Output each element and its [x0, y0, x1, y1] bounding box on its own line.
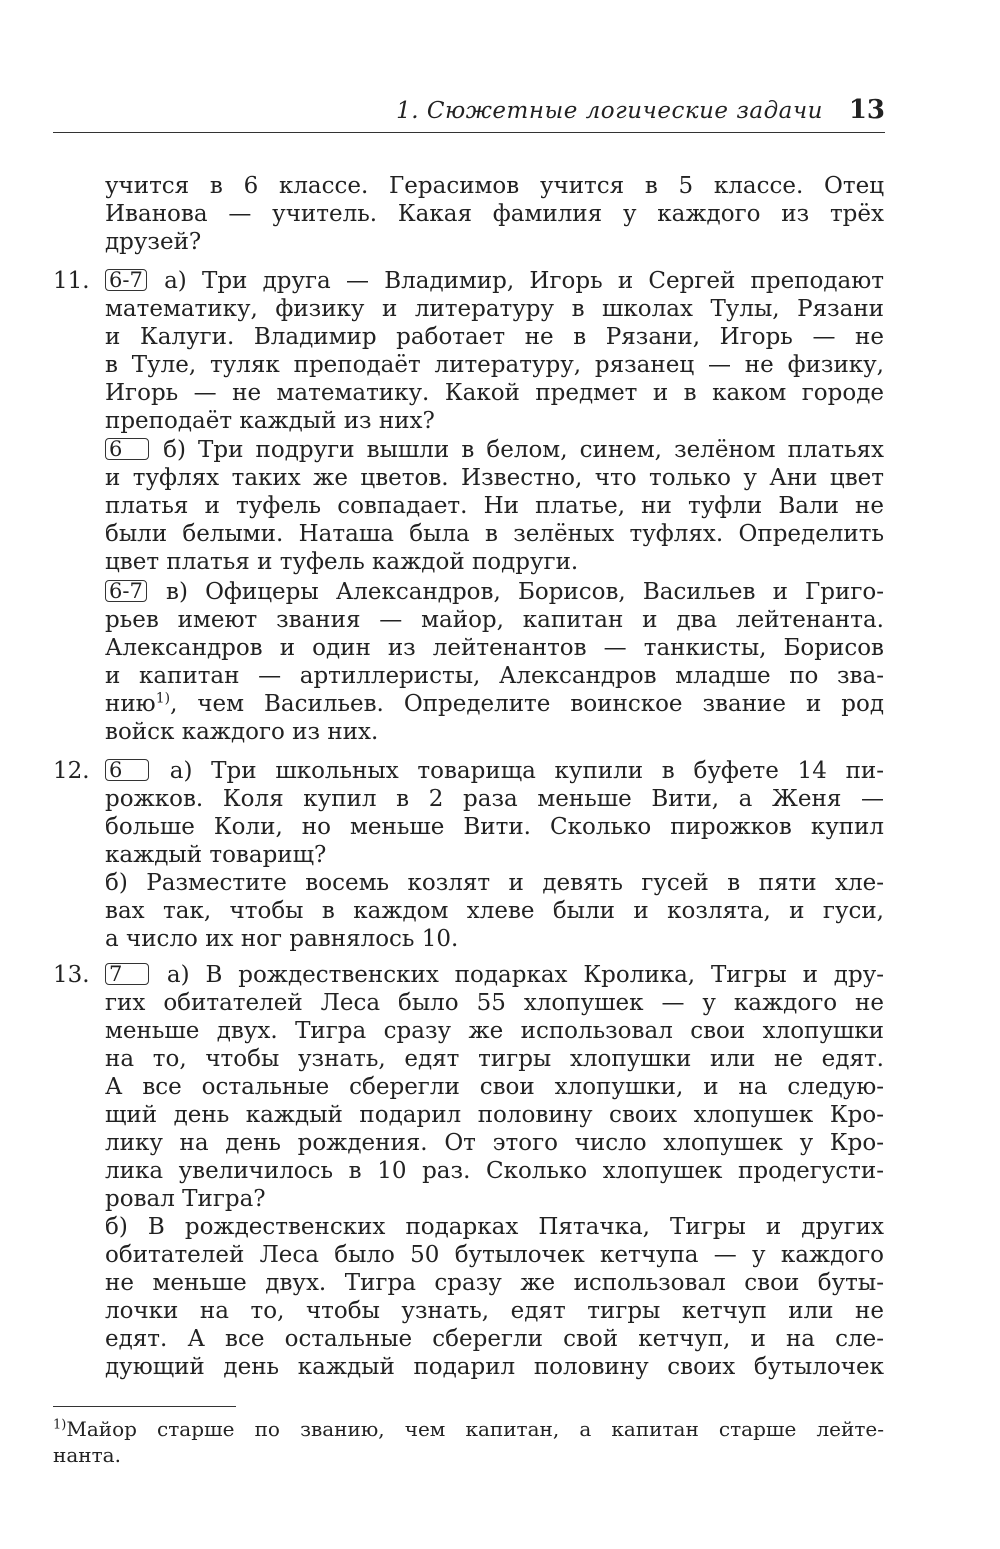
text-line: 6 а) Три школьных товарища купили в буфете 14 пи- — [105, 757, 884, 785]
text-line: платья и туфель совпадает. Ни платье, ни туфли Вали не — [105, 493, 884, 519]
footnote-rule — [53, 1406, 236, 1407]
text-line: цвет платья и туфель каждой подруги. — [105, 549, 579, 575]
text-line: на то, чтобы узнать, едят тигры хлопушки или не едят. — [105, 1046, 884, 1072]
text-line: лочки на то, чтобы узнать, едят тигры кетчуп или не — [105, 1298, 884, 1324]
problem-number: 12. — [53, 758, 90, 784]
text-line: и капитан — артиллеристы, Александров младше по зва- — [105, 663, 884, 689]
text-line: в Туле, туляк преподаёт литературу, рязанец — не физику, — [105, 352, 884, 378]
grade-badge: 7 — [105, 963, 149, 985]
text-line: Игорь — не математику. Какой предмет и в каком городе — [105, 380, 884, 406]
text-line: меньше двух. Тигра сразу же использовал свои хлопушки — [105, 1018, 884, 1044]
footnote-line: $^{1)}$Майор старше по званию, чем капитан, а капитан старше лейте- — [53, 1417, 884, 1441]
text-line: математику, физику и литературу в школах Тулы, Рязани — [105, 296, 884, 322]
problem-number: 13. — [53, 962, 90, 988]
text-line: 6-7 в) Офицеры Александров, Борисов, Васильев и Григо- — [105, 578, 884, 606]
text-line: и туфлях таких же цветов. Известно, что только у Ани цвет — [105, 465, 884, 491]
grade-badge: 6-7 — [105, 580, 147, 602]
running-head — [53, 96, 885, 133]
text-line: гих обитателей Леса было 55 хлопушек — у каждого не — [105, 990, 884, 1016]
footnote-mark: 1) — [53, 1417, 67, 1433]
text-line: дующий день каждый подарил половину своих бутылочек — [105, 1354, 884, 1380]
text-line: рьев имеют звания — майор, капитан и два лейтенанта. — [105, 607, 884, 633]
text-line: 7 а) В рождественских подарках Кролика, Тигры и дру- — [105, 961, 884, 989]
text-line: и Калуги. Владимир работает не в Рязани, Игорь — не — [105, 324, 884, 350]
text-line: больше Коли, но меньше Вити. Сколько пирожков купил — [105, 814, 884, 840]
problem-number: 11. — [53, 268, 90, 294]
grade-badge: 6 — [105, 438, 149, 460]
footnote-line: нанта. — [53, 1443, 121, 1467]
text-line: вах так, чтобы в каждом хлеве были и козлята, и гуси, — [105, 898, 884, 924]
text-line: каждый товарищ? — [105, 842, 327, 868]
text-line: нию$^{1)}$, чем Васильев. Определите воинское звание и род — [105, 690, 884, 717]
text-line: б) В рождественских подарках Пятачка, Тигры и других — [105, 1214, 884, 1240]
text-line: учится в 6 классе. Герасимов учится в 5 классе. Отец — [105, 173, 884, 199]
text-line: преподаёт каждый из них? — [105, 408, 435, 434]
text-line: А все остальные сберегли свои хлопушки, и на следую- — [105, 1074, 884, 1100]
grade-badge: 6 — [105, 759, 149, 781]
text-line: 6 б) Три подруги вышли в белом, синем, зелёном платьях — [105, 436, 884, 464]
text-line: лика увеличилось в 10 раз. Сколько хлопушек продегусти- — [105, 1158, 884, 1184]
text-line: а число их ног равнялось 10. — [105, 926, 459, 952]
text-line: ровал Тигра? — [105, 1186, 266, 1212]
text-line: Александров и один из лейтенантов — танкисты, Борисов — [105, 635, 884, 661]
page-number: 13 — [848, 95, 885, 125]
text-line: б) Разместите восемь козлят и девять гусей в пяти хле- — [105, 870, 884, 896]
text-line: рожков. Коля купил в 2 раза меньше Вити, а Женя — — [105, 786, 884, 812]
text-line: войск каждого из них. — [105, 719, 379, 745]
text-line: щий день каждый подарил половину своих хлопушек Кро- — [105, 1102, 884, 1128]
running-title: 1. Сюжетные логические задачи — [396, 98, 823, 124]
footnote-ref: 1) — [155, 690, 171, 707]
grade-badge: 6-7 — [105, 269, 147, 291]
text-line: друзей? — [105, 229, 202, 255]
text-line: едят. А все остальные сберегли свой кетчуп, и на сле- — [105, 1326, 884, 1352]
text-line: не меньше двух. Тигра сразу же использовал свои буты- — [105, 1270, 884, 1296]
text-line: 6-7 а) Три друга — Владимир, Игорь и Сергей преподают — [105, 267, 884, 295]
text-line: были белыми. Наташа была в зелёных туфлях. Определить — [105, 521, 884, 547]
text-line: обитателей Леса было 50 бутылочек кетчупа — у каждого — [105, 1242, 884, 1268]
text-line: лику на день рождения. От этого число хлопушек у Кро- — [105, 1130, 884, 1156]
text-line: Иванова — учитель. Какая фамилия у каждого из трёх — [105, 201, 884, 227]
